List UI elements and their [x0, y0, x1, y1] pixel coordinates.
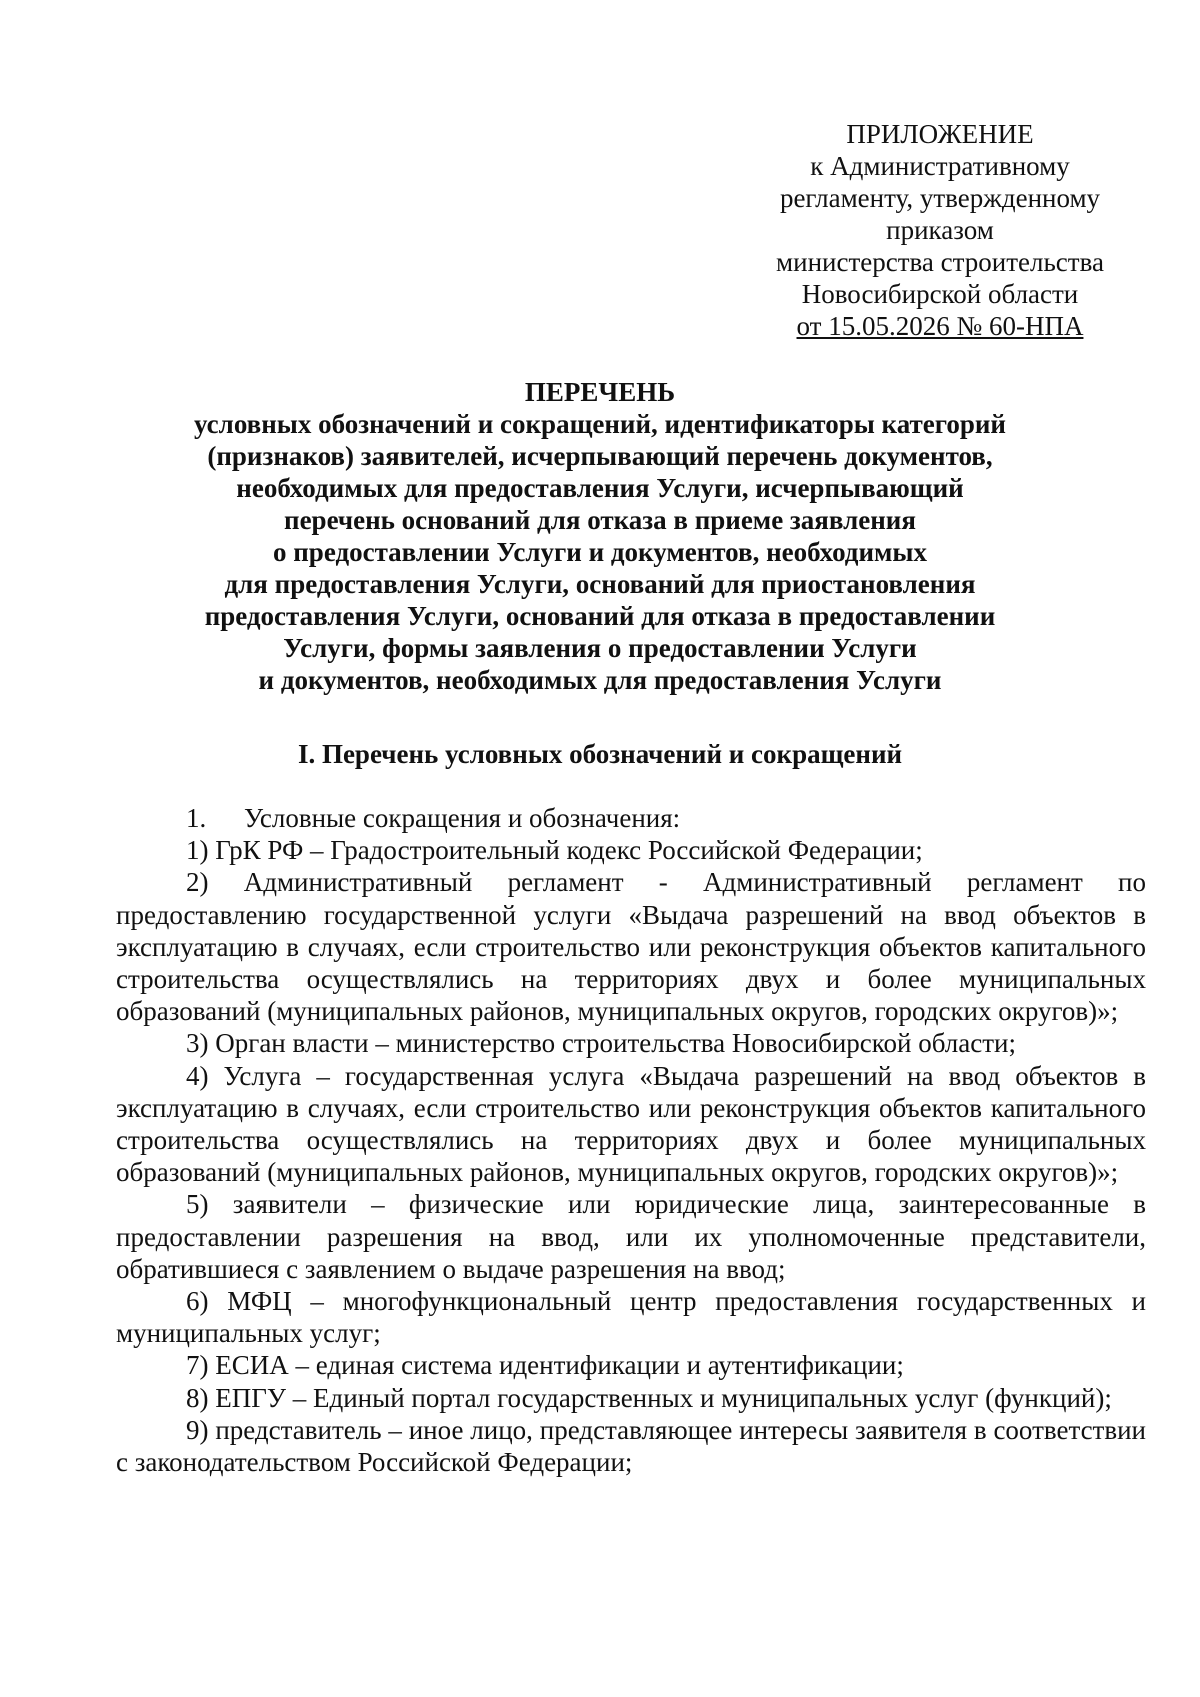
list-item: 1) ГрК РФ – Градостроительный кодекс Российской Федерации; — [186, 835, 923, 866]
title-line: (признаков) заявителей, исчерпывающий перечень документов, — [207, 441, 993, 471]
title-line: условных обозначений и сокращений, идентификаторы категорий — [194, 409, 1006, 439]
list-item: 3) Орган власти – министерство строительства Новосибирской области; — [186, 1028, 1016, 1059]
list-number: 1. — [186, 803, 207, 833]
appendix-heading: ПРИЛОЖЕНИЕ — [846, 119, 1034, 149]
title-heading: ПЕРЕЧЕНЬ — [524, 377, 676, 407]
appendix-line: приказом — [886, 215, 994, 245]
list-item: 2) Административный регламент - Административный регламент по предоставлению государственной услуги «Выдача разрешений на ввод объектов в эксплуатацию в случаях, если строительство или реконструкция объектов капитального строительства осуществлялись на территориях двух и более муниципальных образований (муниципальных районов, муниципальных округов, городских округов)»; — [116, 867, 1146, 1027]
list-intro — [116, 802, 1146, 834]
list-item: 7) ЕСИА – единая система идентификации и аутентификации; — [186, 1350, 904, 1381]
document-body — [116, 802, 1146, 1478]
appendix-line: регламенту, утвержденному — [779, 183, 1101, 213]
list-item: 8) ЕПГУ – Единый портал государственных и муниципальных услуг (функций); — [186, 1382, 1112, 1413]
appendix-line: министерства строительства — [776, 247, 1104, 277]
section-title: I. Перечень условных обозначений и сокращений — [297, 739, 903, 769]
title-line: для предоставления Услуги, оснований для приостановления — [224, 569, 976, 599]
list-item: 5) заявители – физические или юридические лица, заинтересованные в предоставлении разрешения на ввод, или их уполномоченные представители, обратившиеся с заявлением о выдаче разрешения на ввод; — [116, 1189, 1146, 1284]
list-intro-text: Условные сокращения и обозначения: — [244, 803, 681, 833]
list-item: 4) Услуга – государственная услуга «Выдача разрешений на ввод объектов в эксплуатацию в случаях, если строительство или реконструкция объектов капитального строительства осуществлялись на территориях двух и более муниципальных образований (муниципальных районов, муниципальных округов, городских округов)»; — [116, 1060, 1146, 1188]
title-line: и документов, необходимых для предоставления Услуги — [258, 665, 942, 695]
document-title — [100, 376, 1100, 696]
title-line: необходимых для предоставления Услуги, исчерпывающий — [236, 473, 964, 503]
appendix-line: Новосибирской области — [801, 279, 1079, 309]
title-line: перечень оснований для отказа в приеме заявления — [284, 505, 916, 535]
appendix-line: к Административному — [810, 151, 1070, 181]
appendix-block — [760, 118, 1120, 342]
list-item: 9) представитель – иное лицо, представляющее интересы заявителя в соответствии с законодательством Российской Федерации; — [116, 1414, 1146, 1478]
title-line: предоставления Услуги, оснований для отказа в предоставлении — [204, 601, 996, 631]
appendix-order-reference: от 15.05.2026 № 60-НПА — [796, 311, 1084, 341]
title-line: Услуги, формы заявления о предоставлении Услуги — [283, 633, 917, 663]
list-item: 6) МФЦ – многофункциональный центр предоставления государственных и муниципальных услуг; — [116, 1286, 1146, 1349]
title-line: о предоставлении Услуги и документов, необходимых — [273, 537, 927, 567]
